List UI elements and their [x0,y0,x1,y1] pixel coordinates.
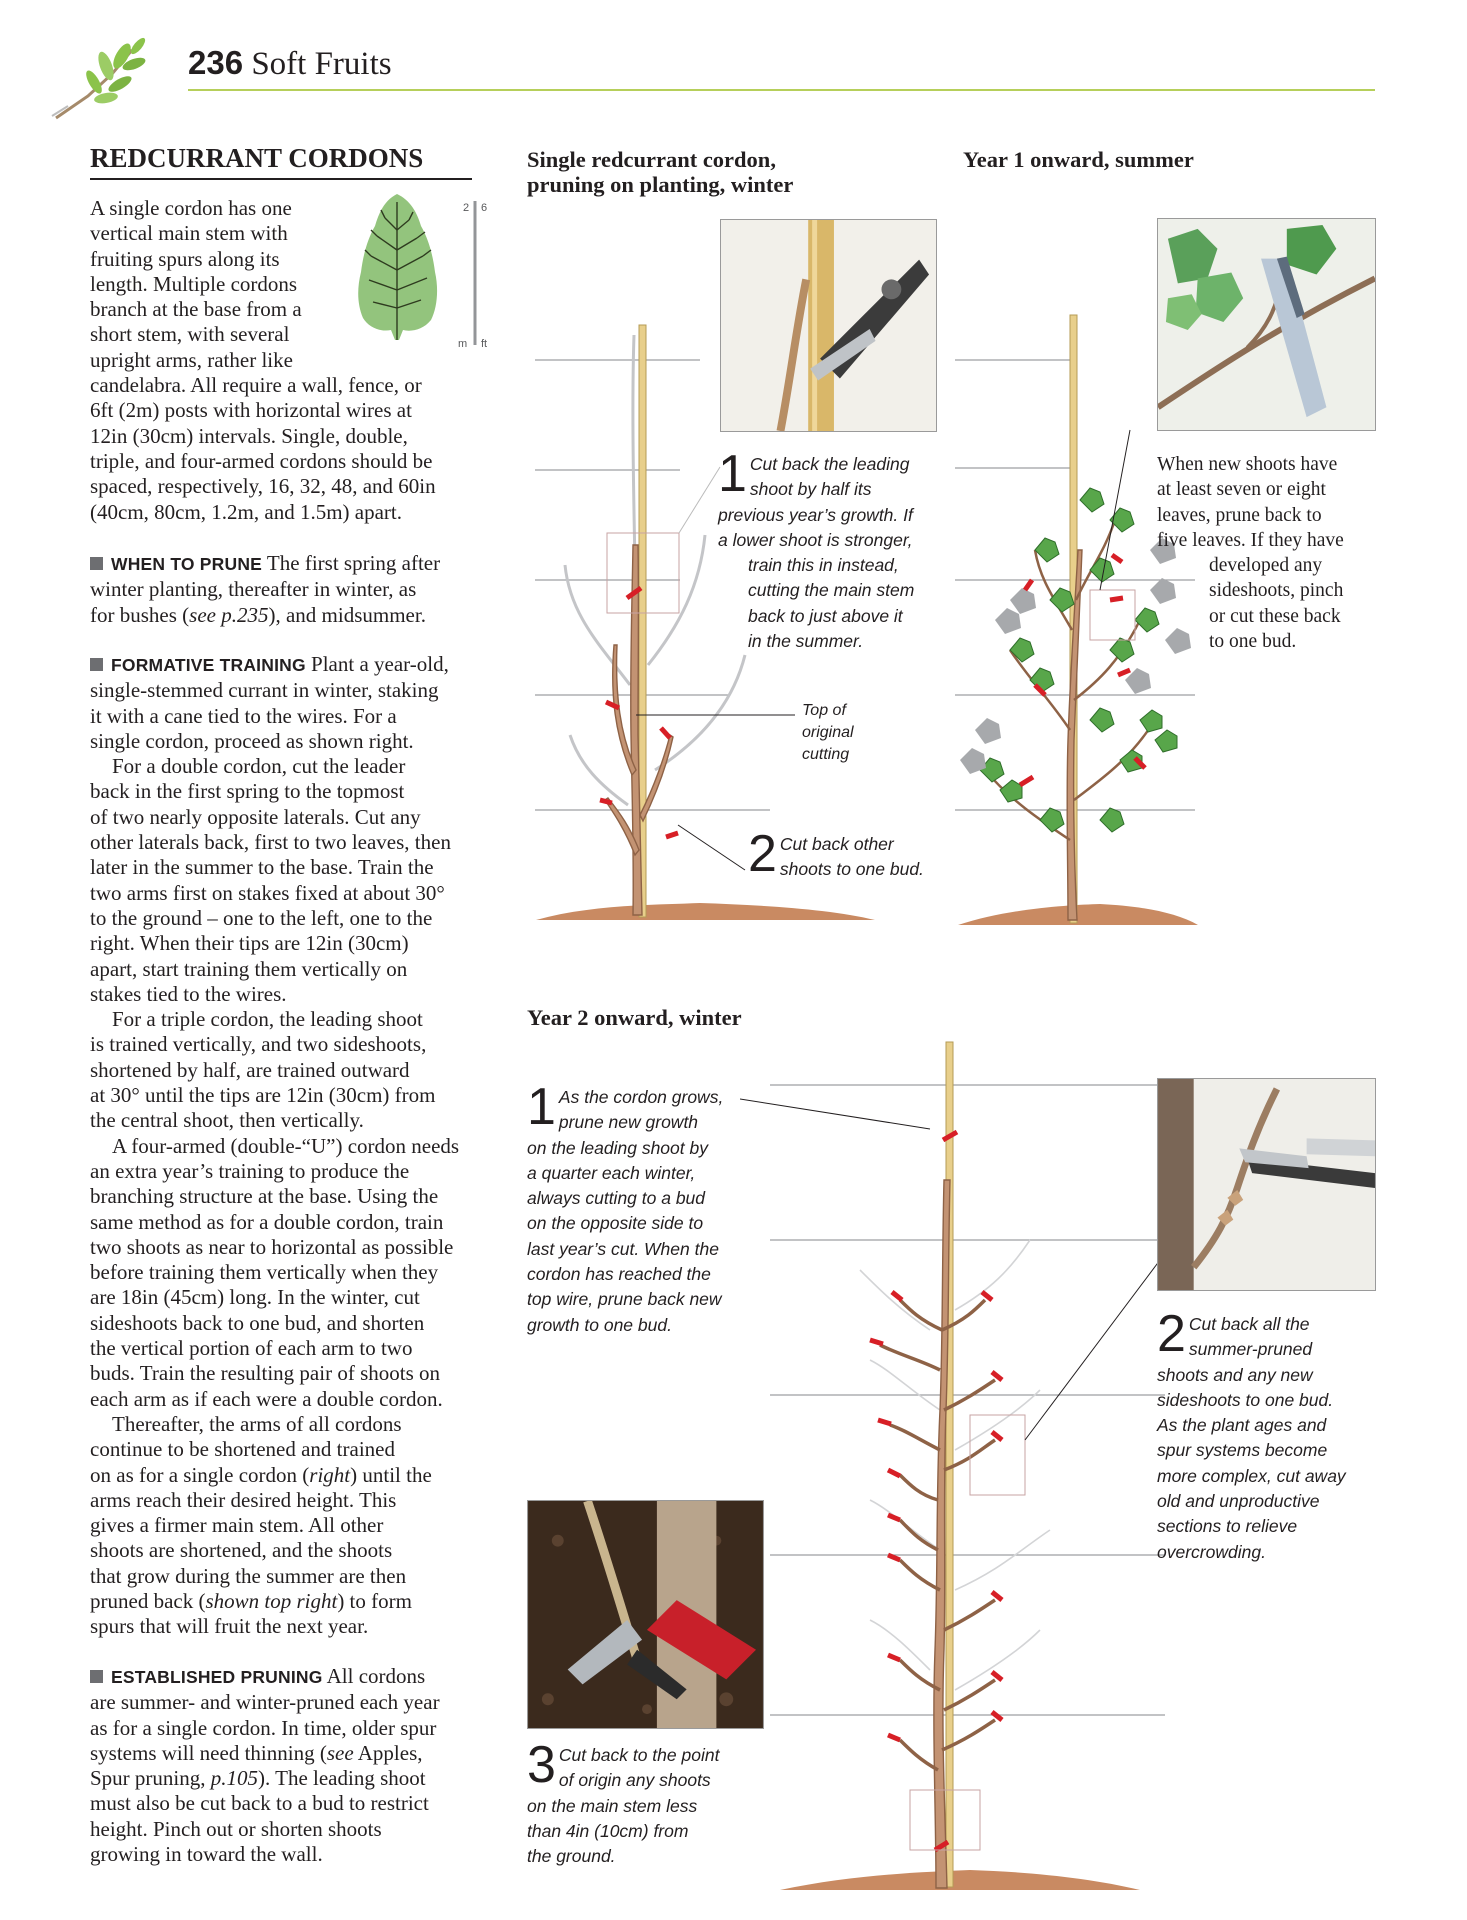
text-line: fruiting spurs along its [90,246,280,271]
heading-line: pruning on planting, winter [527,172,794,197]
year2-step1-caption [527,1078,724,1338]
caption-line: Cut back other [779,834,894,854]
cut-mark [888,1555,900,1560]
caption-line: cutting the main stem [748,580,915,601]
caption-line: growth to one bud. [527,1314,672,1335]
caption-line: the ground. [527,1846,616,1867]
cut-mark [892,1292,902,1300]
text-line: arms reach their desired height. This [90,1487,397,1512]
caption-line: five leaves. If they have [1157,529,1344,551]
soil-mound [958,904,1198,925]
text-line: candelabra. All require a wall, fence, or [90,373,422,398]
caption-line: summer-pruned [1188,1339,1313,1360]
cut-mark [666,833,678,837]
text-line: the vertical portion of each arm to two [90,1336,413,1361]
caption-line: sideshoots to one bud. [1157,1389,1334,1410]
callout-line [1025,1260,1160,1440]
header-rule [188,89,1375,91]
text-line: right. When their tips are 12in (30cm) [90,931,409,956]
text-line: stakes tied to the wires. [90,981,287,1006]
cut-mark [992,1672,1002,1680]
caption-line: prune new growth [558,1112,699,1133]
scale-ft-label: ft [481,338,488,350]
caption-line: more complex, cut away [1157,1465,1346,1486]
cut-mark [982,1292,992,1300]
year2-heading: Year 2 onward, winter [527,1005,742,1030]
text-line: branch at the base from a [90,297,302,322]
text-line: A four-armed (double-“U”) cordon needs [112,1133,460,1158]
page-number: 236 [188,44,244,81]
heading-line: Single redcurrant cordon, [527,147,776,172]
text-line: 6ft (2m) posts with horizontal wires at [90,398,412,423]
text-line: other laterals back, first to two leaves, then [90,830,451,855]
text-line: spurs that will fruit the next year. [90,1614,369,1639]
soil-mound [780,1870,1140,1890]
single-step1-caption [718,445,915,654]
caption-line: old and unproductive [1157,1491,1320,1512]
photo-cutting-leader [720,219,937,432]
text-line: branching structure at the base. Using the [90,1184,439,1209]
page-heading [188,44,392,83]
text-line: on as for a single cordon ( [90,1462,310,1487]
label-line: original [802,724,854,741]
cut-mark [1112,555,1122,562]
text-line: it with a cane tied to the wires. For a [90,703,397,728]
text-line: spaced, respectively, 16, 32, 48, and 60in [90,474,436,499]
height-scale-bar [455,195,495,355]
soil-mound [536,903,875,920]
text-line: Spur pruning, [90,1766,211,1791]
cut-mark [888,1470,900,1476]
text-line: short stem, with several [90,322,290,347]
cut-mark [600,800,612,803]
title-rule [90,178,472,180]
single-step2-caption [748,825,924,883]
text-line: for bushes ( [90,602,190,627]
text-line: at 30° until the tips are 12in (30cm) from [90,1083,436,1108]
caption-line: sections to relieve [1157,1516,1298,1537]
caption-line: train this in instead, [748,555,899,576]
step-number: 1 [718,445,747,503]
caption-line: shoots and any new [1157,1364,1313,1385]
scale-m-label: m [458,338,468,350]
photo-base-cut [527,1500,764,1729]
caption-line: leaves, prune back to [1157,504,1322,526]
cut-mark [1110,598,1123,600]
caption-line: in the summer. [748,631,864,652]
caption-line: than 4in (10cm) from [527,1820,689,1841]
cut-mark [870,1340,883,1344]
cross-reference: right [309,1462,351,1487]
year2-illustration [760,1030,1180,1900]
text-line: 12in (30cm) intervals. Single, double, [90,423,408,448]
text-line: For a triple cordon, the leading shoot [112,1007,423,1032]
text-line: the central shoot, then vertically. [90,1108,364,1133]
text-line: ). The leading shoot [258,1766,426,1791]
caption-line: cordon has reached the [527,1264,711,1285]
text-line: as for a single cordon. In time, older spur [90,1715,437,1740]
cut-mark [878,1420,891,1424]
text-line: must also be cut back to a bud to restrict [90,1791,429,1816]
text-line: shoots are shortened, and the shoots [90,1538,393,1563]
label-line: cutting [802,746,850,763]
article-title: REDCURRANT CORDONS [90,143,424,173]
when-to-prune-paragraph [90,551,500,628]
caption-line: shoots to one bud. [779,859,924,880]
year2-step2-caption [1157,1305,1346,1565]
caption-line: Cut back the leading [749,454,910,474]
scale-m-value: 2 [463,202,470,214]
formative-training-paragraph [90,652,510,1640]
text-line: two shoots as near to horizontal as possible [90,1234,454,1259]
text-line: vertical main stem with [90,221,288,246]
photo-spur-pruning [1157,1078,1376,1291]
caption-line: When new shoots have [1157,454,1338,475]
text-line: (40cm, 80cm, 1.2m, and 1.5m) apart. [90,499,403,524]
year1-caption [1157,452,1344,654]
step-number: 2 [748,825,777,883]
caption-line: spur systems become [1157,1440,1328,1461]
established-pruning-paragraph [90,1664,510,1867]
text-line: ) to form [337,1588,412,1613]
caption-line: shoot by half its [749,479,872,500]
text-line: A single cordon has one [90,196,292,220]
text-line: apart, start training them vertically on [90,956,408,981]
text-line: All cordons [326,1664,426,1688]
caption-line: Cut back to the point [558,1745,720,1765]
text-line: an extra year’s training to produce the [90,1158,410,1183]
step-number: 2 [1157,1305,1186,1363]
when-to-prune-label: WHEN TO PRUNE [111,554,263,574]
text-line: is trained vertically, and two sideshoots, [90,1032,427,1057]
cross-reference: see [326,1740,354,1765]
text-line: The first spring after [266,551,441,575]
text-line: buds. Train the resulting pair of shoots on [90,1361,440,1386]
year2-step1-leader [740,1095,940,1135]
detail-frame [970,1415,1025,1495]
caption-line: back to just above it [748,605,903,626]
text-line: are 18in (45cm) long. In the winter, cut [90,1285,420,1310]
support-wires [770,1085,1165,1715]
text-line: ) until the [350,1462,432,1487]
text-line: systems will need thinning ( [90,1740,327,1765]
cut-mark [661,728,670,738]
year1-heading: Year 1 onward, summer [963,147,1194,172]
cut-mark [1118,670,1130,675]
caption-line: on the main stem less [527,1795,698,1816]
caption-line: As the plant ages and [1157,1415,1327,1436]
bamboo-cane [946,1042,953,1887]
cut-mark [992,1712,1002,1720]
text-line: later in the summer to the base. Train the [90,855,434,880]
text-line: ), and midsummer. [268,602,426,627]
text-line: triple, and four-armed cordons should be [90,448,433,473]
caption-line: As the cordon grows, [558,1087,724,1107]
caption-line: a quarter each winter, [527,1162,696,1183]
cut-mark [1025,580,1032,590]
bullet-square [90,1670,103,1683]
cut-mark [943,1132,957,1140]
step-number: 3 [527,1736,556,1794]
text-line: each arm as if each were a double cordon. [90,1386,443,1411]
text-line: before training them vertically when they [90,1260,439,1285]
cut-mark [888,1655,900,1660]
single-cordon-heading [527,147,793,197]
text-line: single-stemmed currant in winter, staking [90,678,439,703]
caption-line: last year’s cut. When the [527,1238,719,1259]
scale-ft-value: 6 [481,202,488,214]
leaves [980,488,1177,832]
formative-training-label: FORMATIVE TRAINING [111,655,306,675]
text-line: that grow during the summer are then [90,1563,407,1588]
callout-line [679,467,720,533]
cross-reference: see p.235 [189,602,269,627]
caption-line: on the opposite side to [527,1213,704,1234]
text-line: length. Multiple cordons [90,271,298,296]
intro-narrow-lines [90,196,328,373]
text-line: of two nearly opposite laterals. Cut any [90,804,421,829]
cross-reference: shown top right [205,1588,338,1613]
established-pruning-label: ESTABLISHED PRUNING [111,1667,323,1687]
caption-line: to one bud. [1209,631,1297,653]
caption-line: a lower shoot is stronger, [718,529,913,550]
text-line: to the ground – one to the left, one to the [90,905,433,930]
text-line: shortened by half, are trained outward [90,1057,410,1082]
step-number: 1 [527,1078,556,1136]
section-name: Soft Fruits [251,46,392,82]
caption-line: previous year’s growth. If [718,504,913,525]
year2-step3-caption [527,1736,720,1869]
text-line: continue to be shortened and trained [90,1437,395,1462]
text-line: sideshoots back to one bud, and shorten [90,1310,425,1335]
callout-line [678,825,745,870]
plant-shape-icon [355,190,440,345]
caption-line: Cut back all the [1188,1314,1310,1334]
text-line: two arms first on stakes fixed at about 30° [90,880,445,905]
text-line: Thereafter, the arms of all cordons [112,1411,402,1436]
cross-reference: p.105 [210,1766,258,1791]
cut-mark [888,1735,900,1740]
text-line: growing in toward the wall. [90,1842,323,1867]
caption-line: on the leading shoot by [527,1137,708,1158]
text-line: gives a firmer main stem. All other [90,1513,384,1538]
cut-mark [888,1515,900,1520]
label-line: Top of [802,702,846,719]
text-line: Plant a year-old, [311,652,449,676]
caption-line: at least seven or eight [1157,479,1326,501]
cut-mark [1020,777,1033,785]
text-line: back in the first spring to the topmost [90,779,405,804]
cut-mark [992,1592,1002,1600]
caption-line: sideshoots, pinch [1209,580,1344,602]
text-line: Apples, [353,1740,423,1765]
cut-mark [992,1432,1002,1440]
caption-line: overcrowding. [1157,1541,1266,1562]
text-line: single cordon, proceed as shown right. [90,728,414,753]
caption-line: always cutting to a bud [527,1188,706,1209]
cut-mark [992,1372,1002,1380]
caption-line: or cut these back [1209,605,1341,627]
leaf-sprig-icon [50,36,150,126]
caption-line: of origin any shoots [558,1770,711,1791]
top-of-cutting-label [802,700,854,766]
text-line: upright arms, rather like [90,347,293,372]
text-line: pruned back ( [90,1588,206,1613]
text-line: are summer- and winter-pruned each year [90,1690,440,1715]
bullet-square [90,557,103,570]
photo-summer-pruning [1157,218,1376,431]
caption-line: developed any [1209,555,1323,577]
text-line: height. Pinch out or shorten shoots [90,1816,382,1841]
bullet-square [90,658,103,671]
caption-line: top wire, prune back new [527,1289,722,1310]
text-line: For a double cordon, cut the leader [112,754,406,779]
text-line: same method as for a double cordon, train [90,1209,444,1234]
text-line: winter planting, thereafter in winter, as [90,577,417,602]
